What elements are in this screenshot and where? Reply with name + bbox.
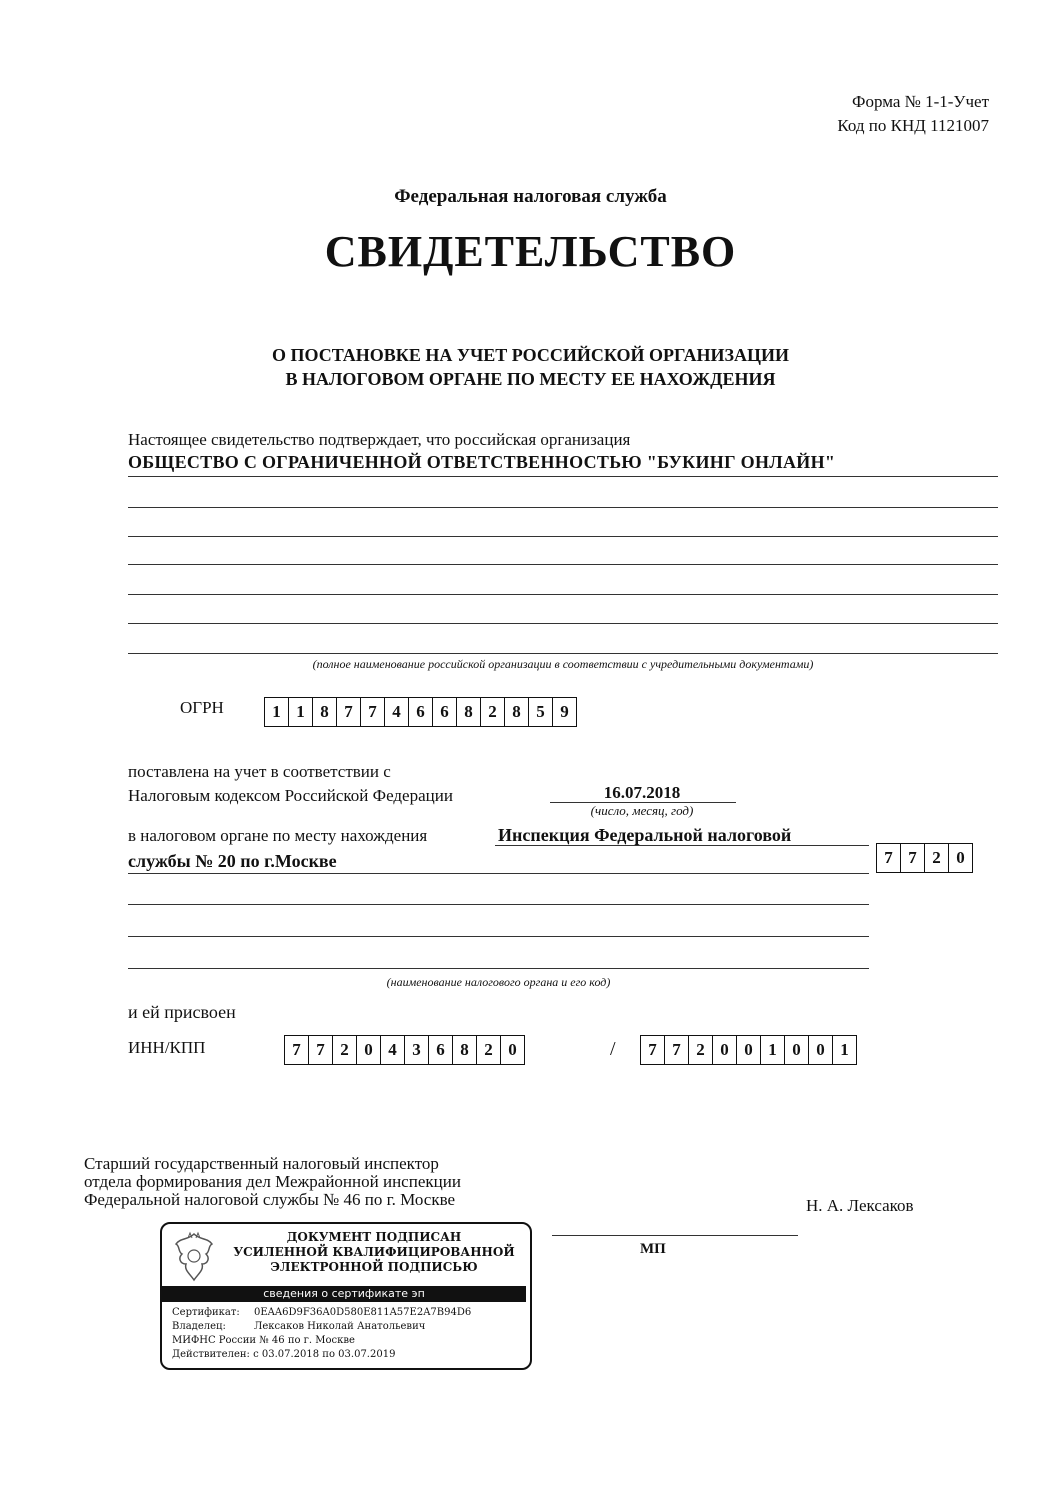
e-signature-heading: [224, 1230, 524, 1275]
tax-office-name-line-2: службы № 20 по г.Москве: [128, 851, 337, 871]
ogrn-digit: 8: [505, 698, 529, 726]
org-caption: (полное наименование российской организации в соответствии с учредительными документами): [312, 657, 814, 671]
signatory-line-3: Федеральной налоговой службы № 46 по г. Москве: [84, 1190, 456, 1209]
ogrn-digit: 1: [289, 698, 313, 726]
tax-office-code-cells: [876, 843, 973, 873]
coat-of-arms-icon: [170, 1230, 218, 1284]
owner-label: Владелец:: [172, 1321, 226, 1332]
ogrn-digit: 5: [529, 698, 553, 726]
signature-line: [552, 1235, 798, 1236]
tax-office-code-digit: 7: [877, 844, 901, 872]
ogrn-digit: 8: [313, 698, 337, 726]
signatory-name: Н. А. Лексаков: [806, 1196, 914, 1215]
kpp-digit: 0: [785, 1036, 809, 1064]
tax-office-line-4: [128, 936, 869, 937]
certificate-details: [172, 1306, 471, 1362]
subtitle: [0, 343, 1061, 391]
assigned-text: и ей присвоен: [128, 1002, 236, 1022]
inn-digit: 6: [429, 1036, 453, 1064]
registration-date: 16.07.2018: [603, 783, 681, 802]
ogrn-digit: 6: [409, 698, 433, 726]
tax-office-line-2: [128, 873, 869, 874]
kpp-digit: 1: [761, 1036, 785, 1064]
inn-digit: 2: [477, 1036, 501, 1064]
tax-office-line-1: [495, 845, 869, 846]
inn-digit: 7: [309, 1036, 333, 1064]
e-signature-head-1: ДОКУМЕНТ ПОДПИСАН: [286, 1230, 462, 1244]
registered-line-1: поставлена на учет в соответствии с: [128, 762, 391, 781]
page-title: СВИДЕТЕЛЬСТВО: [324, 227, 737, 276]
owner-value: Лексаков Николай Анатольевич: [254, 1321, 426, 1332]
signatory-line-2: отдела формирования дел Межрайонной инспекции: [84, 1172, 461, 1191]
kpp-digit: 0: [809, 1036, 833, 1064]
org-line-2: [128, 507, 998, 508]
tax-office-code-digit: 7: [901, 844, 925, 872]
inn-digit: 8: [453, 1036, 477, 1064]
e-signature-stamp: [160, 1222, 532, 1370]
certificate-info-bar: сведения о сертификате эп: [162, 1286, 526, 1302]
valid-label: Действителен:: [172, 1349, 250, 1360]
kpp-digit: 7: [641, 1036, 665, 1064]
ogrn-digit: 6: [433, 698, 457, 726]
kpp-digit: 0: [737, 1036, 761, 1064]
org-line-5: [128, 594, 998, 595]
ogrn-cells: [264, 697, 577, 727]
tax-office-line-5: [128, 968, 869, 969]
agency-name: Федеральная налоговая служба: [394, 186, 667, 207]
subtitle-line-1: О ПОСТАНОВКЕ НА УЧЕТ РОССИЙСКОЙ ОРГАНИЗАЦИИ: [271, 345, 790, 365]
kpp-digit: 7: [665, 1036, 689, 1064]
ogrn-digit: 2: [481, 698, 505, 726]
inn-digit: 0: [508, 1040, 517, 1059]
org-line-6: [128, 623, 998, 624]
inn-kpp-separator: /: [610, 1038, 616, 1060]
ogrn-digit: 4: [385, 698, 409, 726]
date-caption: (число, месяц, год): [590, 803, 694, 818]
tax-office-code-digit: 2: [925, 844, 949, 872]
org-line-1: [128, 476, 998, 477]
inn-cells: [284, 1035, 525, 1065]
tax-office-name-line-1: Инспекция Федеральной налоговой: [498, 825, 792, 845]
kpp-digit: 1: [840, 1040, 849, 1059]
cert-label: Сертификат:: [172, 1307, 240, 1318]
e-signature-head-3: ЭЛЕКТРОННОЙ ПОДПИСЬЮ: [270, 1260, 478, 1274]
organization-name: ОБЩЕСТВО С ОГРАНИЧЕННОЙ ОТВЕТСТВЕННОСТЬЮ "БУКИНГ ОНЛАЙН": [128, 452, 836, 472]
tax-office-prefix: в налоговом органе по месту нахождения: [128, 826, 428, 845]
tax-office-line-3: [128, 904, 869, 905]
kpp-digit: 2: [689, 1036, 713, 1064]
signatory-line-1: Старший государственный налоговый инспектор: [84, 1154, 439, 1173]
valid-value: с 03.07.2018 по 03.07.2019: [253, 1349, 396, 1360]
cert-value: 0EAA6D9F36A0D580E811A57E2A7B94D6: [254, 1307, 472, 1318]
inn-digit: 4: [381, 1036, 405, 1064]
inn-digit: 2: [333, 1036, 357, 1064]
form-number-block: [837, 90, 989, 138]
ogrn-digit: 1: [265, 698, 289, 726]
kpp-digit: 0: [713, 1036, 737, 1064]
kpp-cells: [640, 1035, 857, 1065]
ogrn-digit: 7: [361, 698, 385, 726]
registered-line-2: Налоговым кодексом Российской Федерации: [128, 786, 453, 805]
intro-text: Настоящее свидетельство подтверждает, что российская организация: [128, 430, 631, 449]
signatory-position: [84, 1155, 461, 1209]
e-signature-head-2: УСИЛЕННОЙ КВАЛИФИЦИРОВАННОЙ: [233, 1245, 515, 1259]
inn-digit: 0: [357, 1036, 381, 1064]
knd-code: Код по КНД 1121007: [837, 116, 989, 135]
org-line-7: [128, 653, 998, 654]
inn-digit: 7: [285, 1036, 309, 1064]
ogrn-digit: 8: [457, 698, 481, 726]
tax-office-caption: (наименование налогового органа и его код): [386, 975, 611, 989]
ogrn-digit: 7: [337, 698, 361, 726]
cert-org: МИФНС России № 46 по г. Москве: [172, 1335, 355, 1346]
org-line-3: [128, 536, 998, 537]
form-number: Форма № 1-1-Учет: [852, 92, 989, 111]
subtitle-line-2: В НАЛОГОВОМ ОРГАНЕ ПО МЕСТУ ЕЕ НАХОЖДЕНИЯ: [285, 369, 776, 389]
tax-office-code-digit: 0: [956, 848, 965, 867]
inn-digit: 3: [405, 1036, 429, 1064]
ogrn-label: ОГРН: [180, 698, 224, 717]
inn-kpp-label: ИНН/КПП: [128, 1038, 206, 1057]
stamp-place: МП: [640, 1241, 666, 1257]
org-line-4: [128, 564, 998, 565]
ogrn-digit: 9: [560, 702, 569, 721]
